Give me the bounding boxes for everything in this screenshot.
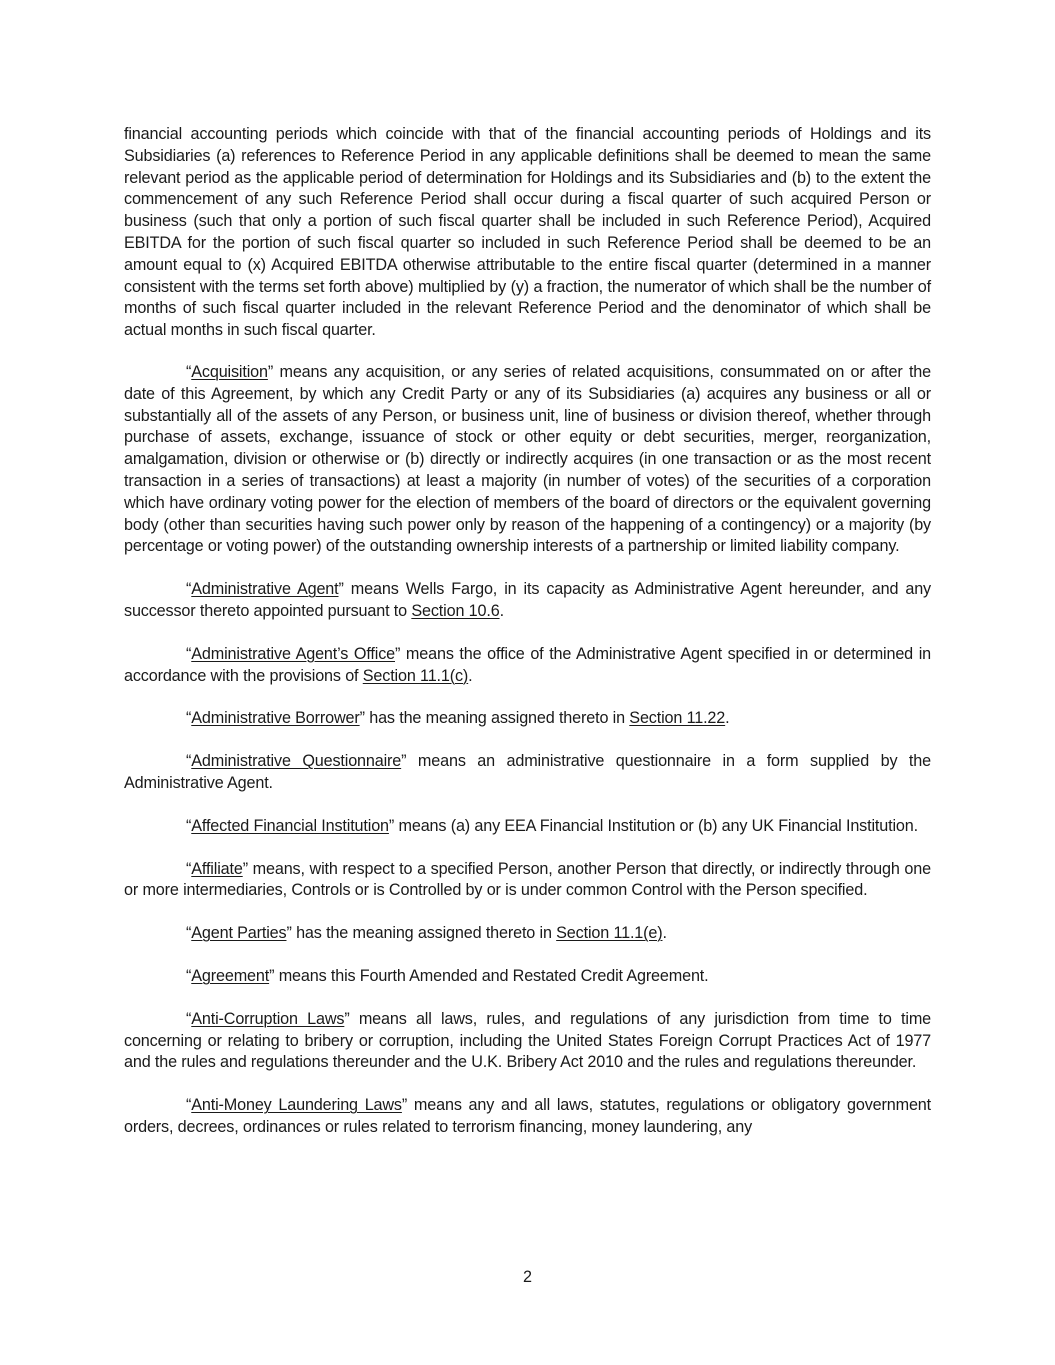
defined-term: Administrative Borrower bbox=[191, 709, 360, 728]
definition-agent-parties: “Agent Parties” has the meaning assigned thereto in Section 11.1(e). bbox=[186, 924, 667, 943]
definition-text: means this Fourth Amended and Restated Credit Agreement. bbox=[274, 966, 709, 985]
definition-text: means, with respect to a specified Person, another Person that directly, or indirectly through one or more intermediaries, Controls or is Controlled by or is under common Control with the Person specified. bbox=[124, 859, 931, 900]
definition-tail: . bbox=[725, 709, 730, 728]
definition-affiliate: “Affiliate” means, with respect to a specified Person, another Person that directly, or indirectly through one or more intermediaries, Controls or is Controlled by or is under common Control with the Person specified. bbox=[124, 859, 931, 900]
definition-affected-financial-institution: “Affected Financial Institution” means (a) any EEA Financial Institution or (b) any UK Financial Institution. bbox=[186, 816, 918, 835]
definition-text: means any acquisition, or any series of related acquisitions, consummated on or after the date of this Agreement, by which any Credit Party or any of its Subsidiaries (a) acquires any business or all or substantially all of the assets of any Person, or business unit, line of business or division thereof, whether through purchase of assets, exchange, issuance of stock or other equity or debt securities, merger, reorganization, amalgamation, division or otherwise or (b) directly or indirectly acquires (in one transaction or as the most recent transaction in a series of transactions) at least a majority (in number of votes) of the securities of a corporation which have ordinary voting power for the election of members of the board of directors or the equivalent governing body (other than securities having such power only by reason of the happening of a contingency) or a majority (by percentage or voting power) of the outstanding ownership interests of a partnership or limited liability company. bbox=[124, 362, 931, 556]
defined-term: Administrative Agent bbox=[191, 580, 339, 599]
defined-term: Anti-Corruption Laws bbox=[191, 1009, 345, 1028]
continuation-paragraph: financial accounting periods which coincide with that of the financial accounting periods of Holdings and its Subsidiaries (a) references to Reference Period in any applicable definitions shall be deemed to mean the same relevant period as the applicable period of determination for Holdings and its Subsidiaries and (b) to the extent the commencement of any such Reference Period shall occur during a fiscal quarter of such acquired Person or business (such that only a portion of such fiscal quarter shall be included in such Reference Period), Acquired EBITDA for the portion of such fiscal quarter so included in such Reference Period shall be deemed to be an amount equal to (x) Acquired EBITDA otherwise attributable to the entire fiscal quarter (determined in a manner consistent with the terms set forth above) multiplied by (y) a fraction, the numerator of which shall be the number of months of such fiscal quarter included in the relevant Reference Period and the denominator of which shall be actual months in such fiscal quarter. bbox=[124, 125, 931, 340]
defined-term: Administrative Agent’s Office bbox=[191, 644, 395, 663]
definition-agreement: “Agreement” means this Fourth Amended and Restated Credit Agreement. bbox=[186, 966, 709, 985]
definition-text: means the office of the Administrative Agent specified in or determined in accordance with the provisions of bbox=[124, 644, 932, 685]
document-body bbox=[124, 124, 931, 1160]
definition-anti-corruption-laws: “Anti-Corruption Laws” means all laws, rules, and regulations of any jurisdiction from time to time concerning or relating to bribery or corruption, including the United States Foreign Corrupt Practices Act of 1977 and the rules and regulations thereunder and the U.K. Bribery Act 2010 and the rules and regulations thereunder. bbox=[124, 1009, 932, 1072]
definition-text: has the meaning assigned thereto in bbox=[291, 924, 557, 943]
definition-tail: . bbox=[468, 666, 473, 685]
definition-text: means Wells Fargo, in its capacity as Administrative Agent hereunder, and any successor thereto appointed pursuant to bbox=[124, 580, 931, 620]
section-reference: Section 11.1(c) bbox=[362, 666, 469, 685]
page-number: 2 bbox=[522, 1268, 532, 1286]
definition-text: means (a) any EEA Financial Institution or (b) any UK Financial Institution. bbox=[394, 816, 918, 835]
section-reference: Section 11.1(e) bbox=[556, 924, 663, 943]
definition-administrative-borrower: “Administrative Borrower” has the meaning assigned thereto in Section 11.22. bbox=[186, 709, 730, 728]
definition-text: has the meaning assigned thereto in bbox=[364, 709, 630, 728]
defined-term: Administrative Questionnaire bbox=[191, 752, 402, 771]
defined-term: Affected Financial Institution bbox=[191, 816, 389, 835]
definition-anti-money-laundering-laws: “Anti-Money Laundering Laws” means any and all laws, statutes, regulations or obligatory government orders, decrees, ordinances or rules related to terrorism financing, money laundering, any bbox=[124, 1096, 931, 1136]
definition-text: means any and all laws, statutes, regulations or obligatory government orders, decrees, ordinances or rules related to terrorism financing, money laundering, any bbox=[124, 1096, 931, 1136]
definition-text: means an administrative questionnaire in a form supplied by the Administrative Agent. bbox=[124, 752, 931, 792]
defined-term: Anti-Money Laundering Laws bbox=[191, 1096, 402, 1115]
defined-term: Agent Parties bbox=[191, 924, 287, 943]
defined-term: Agreement bbox=[191, 966, 270, 985]
defined-term: Affiliate bbox=[191, 859, 243, 878]
definition-administrative-agent: “Administrative Agent” means Wells Fargo, in its capacity as Administrative Agent hereunder, and any successor thereto appointed pursuant to Section 10.6. bbox=[124, 580, 931, 620]
definition-acquisition: “Acquisition” means any acquisition, or any series of related acquisitions, consummated on or after the date of this Agreement, by which any Credit Party or any of its Subsidiaries (a) acquires any business or all or substantially all of the assets of any Person, or business unit, line of business or division thereof, whether through purchase of assets, exchange, issuance of stock or other equity or debt securities, merger, reorganization, amalgamation, division or otherwise or (b) directly or indirectly acquires (in one transaction or as the most recent transaction in a series of transactions) at least a majority (in number of votes) of the securities of a corporation which have ordinary voting power for the election of members of the board of directors or the equivalent governing body (other than securities having such power only by reason of the happening of a contingency) or a majority (by percentage or voting power) of the outstanding ownership interests of a partnership or limited liability company. bbox=[124, 362, 931, 556]
defined-term: Acquisition bbox=[191, 362, 268, 381]
definition-text: means all laws, rules, and regulations of any jurisdiction from time to time concerning or relating to bribery or corruption, including the United States Foreign Corrupt Practices Act of 1977 and the rules and regulations thereunder and the U.K. Bribery Act 2010 and the rules and regulations thereunder. bbox=[124, 1009, 932, 1072]
definition-tail: . bbox=[499, 601, 504, 620]
definition-administrative-questionnaire: “Administrative Questionnaire” means an administrative questionnaire in a form supplied by the Administrative Agent. bbox=[124, 752, 931, 792]
section-reference: Section 10.6 bbox=[411, 601, 500, 620]
section-reference: Section 11.22 bbox=[629, 709, 726, 728]
definition-tail: . bbox=[662, 924, 667, 943]
definition-administrative-agents-office: “Administrative Agent’s Office” means the office of the Administrative Agent specified in or determined in accordance with the provisions of Section 11.1(c). bbox=[124, 644, 932, 685]
